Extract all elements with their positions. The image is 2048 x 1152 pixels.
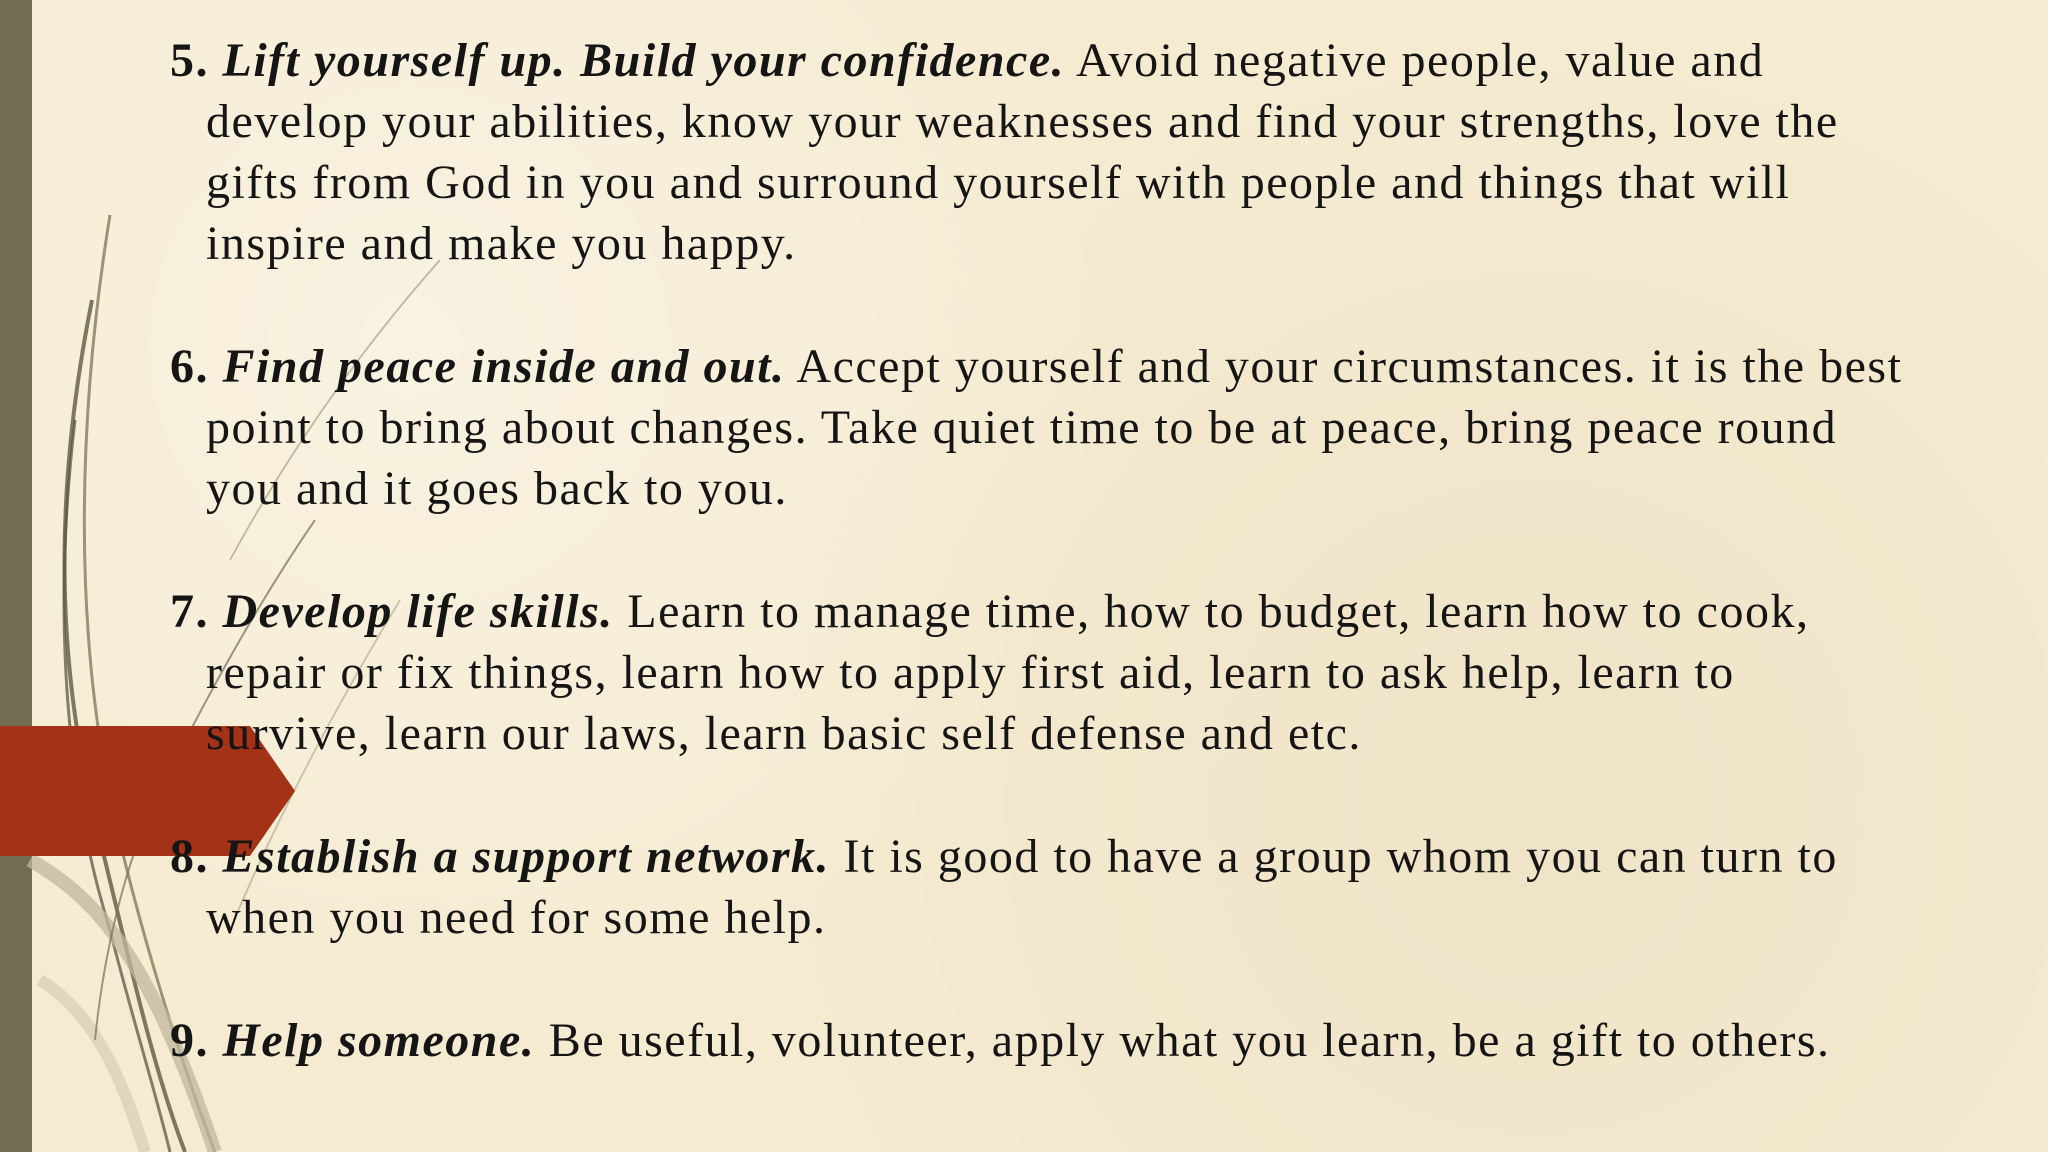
item-number: 6. [170,340,209,393]
list-item [170,30,1910,274]
list-item [170,826,1910,948]
list-item [170,581,1910,764]
item-number: 9. [170,1014,209,1067]
item-body: It is good to have a group whom you can turn to when you need for some help. [206,830,1838,944]
item-body: Learn to manage time, how to budget, learn how to cook, repair or fix things, learn how to apply first aid, learn to ask help, learn to survive, learn our laws, learn basic self defense and etc. [206,585,1810,760]
item-heading: Find peace inside and out. [222,340,786,393]
item-heading: Lift yourself up. Build your confidence. [222,34,1066,87]
item-body: Be useful, volunteer, apply what you learn, be a gift to others. [548,1014,1831,1067]
item-number: 8. [170,830,209,883]
item-heading: Establish a support network. [222,830,830,883]
numbered-list [170,30,1910,1133]
item-body: Avoid negative people, value and develop your abilities, know your weaknesses and find your strengths, love the gifts from God in you and surround yourself with people and things that will inspire and make you happy. [206,34,1839,270]
item-heading: Help someone. [222,1014,536,1067]
item-number: 5. [170,34,209,87]
item-number: 7. [170,585,209,638]
item-heading: Develop life skills. [222,585,614,638]
list-item [170,336,1910,519]
item-body: Accept yourself and your circumstances. it is the best point to bring about changes. Take quiet time to be at peace, bring peace round you and it goes back to you. [206,340,1903,515]
list-item [170,1010,1910,1071]
